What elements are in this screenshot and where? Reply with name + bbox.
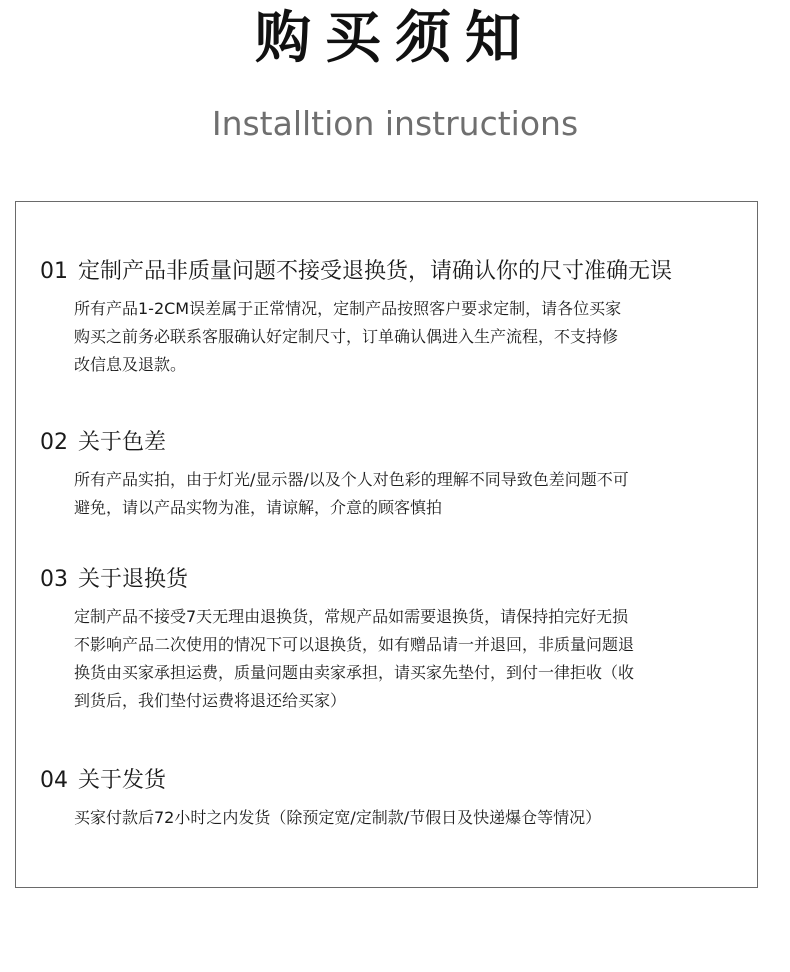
notice-section-3 <box>40 564 740 715</box>
section-title: 关于退换货 <box>78 567 189 592</box>
body-line: 购买之前务必联系客服确认好定制尺寸，订单确认偶进入生产流程，不支持修 <box>74 327 619 346</box>
section-heading <box>40 765 740 797</box>
section-body <box>74 466 740 522</box>
section-body <box>74 603 740 715</box>
section-number: 02 <box>40 430 68 455</box>
body-line: 改信息及退款。 <box>74 355 187 374</box>
notice-section-4 <box>40 765 740 832</box>
notice-box <box>15 201 758 888</box>
body-line: 定制产品不接受7天无理由退换货，常规产品如需要退换货，请保持拍完好无损 <box>74 607 629 626</box>
section-body <box>74 804 740 832</box>
section-body <box>74 295 740 379</box>
notice-section-1 <box>40 256 740 379</box>
section-title: 关于色差 <box>78 430 167 455</box>
section-heading <box>40 564 740 596</box>
section-number: 03 <box>40 567 68 592</box>
body-line: 换货由买家承担运费，质量问题由卖家承担，请买家先垫付，到付一律拒收（收 <box>74 663 635 682</box>
section-number: 01 <box>40 259 68 284</box>
page-subtitle: Installtion instructions <box>211 104 579 143</box>
body-line: 到货后，我们垫付运费将退还给买家） <box>74 691 347 710</box>
section-heading <box>40 427 740 459</box>
body-line: 所有产品1-2CM误差属于正常情况，定制产品按照客户要求定制，请各位买家 <box>74 299 622 318</box>
page-title: 购买须知 <box>255 5 535 71</box>
section-title: 关于发货 <box>78 768 167 793</box>
body-line: 避免，请以产品实物为准，请谅解，介意的顾客慎拍 <box>74 498 443 517</box>
section-title: 定制产品非质量问题不接受退换货，请确认你的尺寸准确无误 <box>78 259 673 284</box>
body-line: 所有产品实拍，由于灯光/显示器/以及个人对色彩的理解不同导致色差问题不可 <box>74 470 629 489</box>
notice-section-2 <box>40 427 740 522</box>
section-number: 04 <box>40 768 68 793</box>
body-line: 买家付款后72小时之内发货（除预定宽/定制款/节假日及快递爆仓等情况） <box>74 808 602 827</box>
section-heading <box>40 256 740 288</box>
body-line: 不影响产品二次使用的情况下可以退换货，如有赠品请一并退回，非质量问题退 <box>74 635 635 654</box>
